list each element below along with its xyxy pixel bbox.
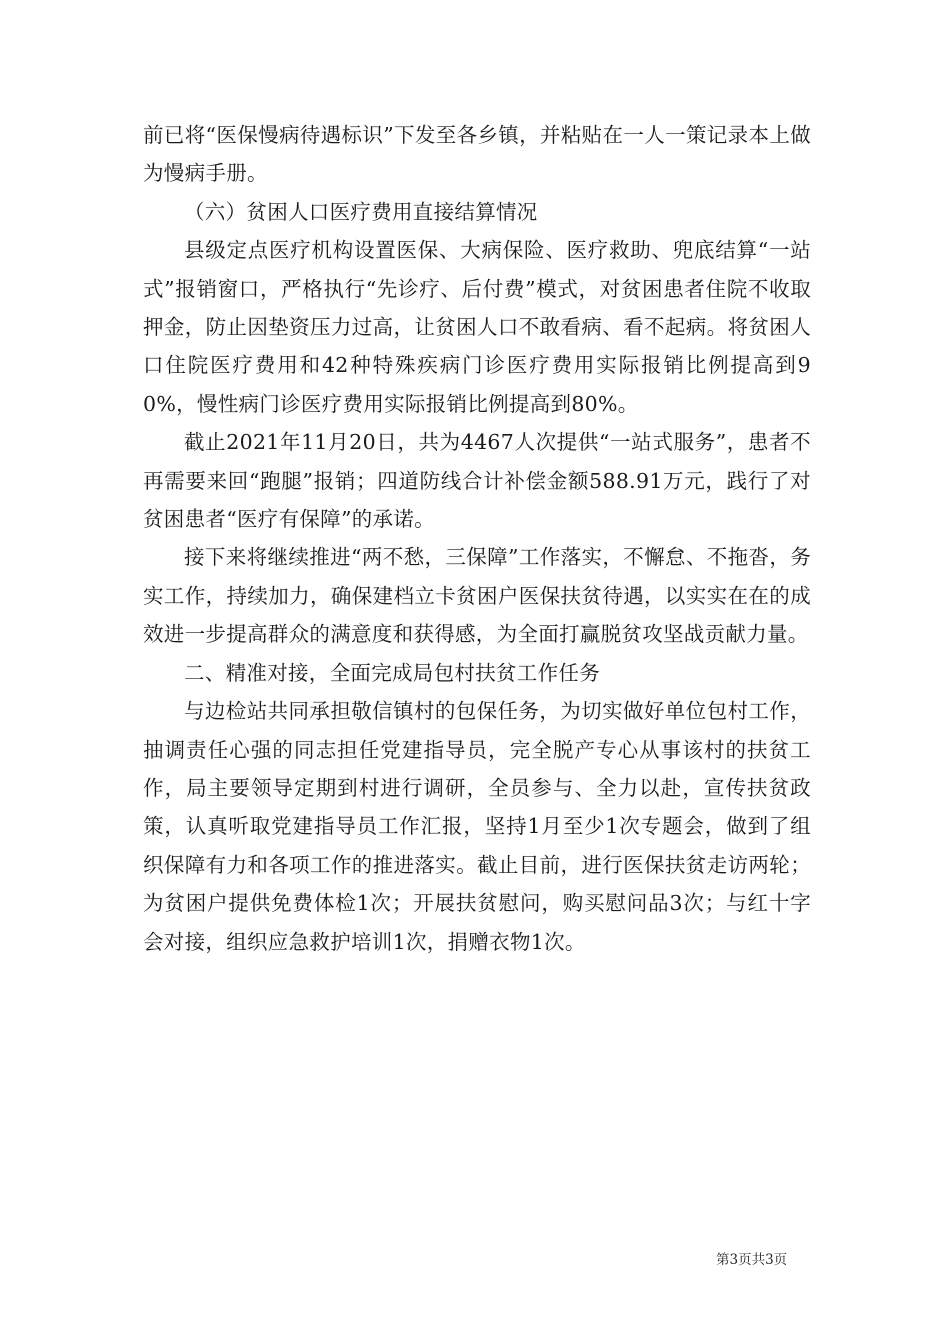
paragraph-continued: 前已将“医保慢病待遇标识”下发至各乡镇，并粘贴在一人一策记录本上做为慢病手册。 [143,123,811,186]
paragraph-settlement: 县级定点医疗机构设置医保、大病保险、医疗救助、兜底结算“一站式”报销窗口，严格执行“先诊疗、后付费”模式，对贫困患者住院不收取押金，防止因垫资压力过高，让贫困人口不敢看病、看不起病。将贫困人口住院医疗费用和42种特殊疾病门诊医疗费用实际报销比例提高到90%，慢性病门诊医疗费用实际报销比例提高到80%。 [143,238,811,416]
section-heading-six: （六）贫困人口医疗费用直接结算情况 [184,199,538,224]
page-number-footer: 第3页共3页 [716,1252,788,1268]
paragraph-next-steps: 接下来将继续推进“两不愁，三保障”工作落实，不懈怠、不拖沓，务实工作，持续加力，确保建档立卡贫困户医保扶贫待遇，以实实在在的成效进一步提高群众的满意度和获得感，为全面打赢脱贫攻坚战贡献力量。 [143,545,811,647]
section-heading-two: 二、精准对接，全面完成局包村扶贫工作任务 [184,660,600,685]
document-body [143,116,811,961]
paragraph-statistics: 截止2021年11月20日，共为4467人次提供“一站式服务”，患者不再需要来回“跑腿”报销；四道防线合计补偿金额588.91万元，践行了对贫困患者“医疗有保障”的承诺。 [143,430,811,532]
paragraph-village-work: 与边检站共同承担敬信镇村的包保任务，为切实做好单位包村工作，抽调责任心强的同志担任党建指导员，完全脱产专心从事该村的扶贫工作，局主要领导定期到村进行调研，全员参与、全力以赴，宣传扶贫政策，认真听取党建指导员工作汇报，坚持1月至少1次专题会，做到了组织保障有力和各项工作的推进落实。截止目前，进行医保扶贫走访两轮；为贫困户提供免费体检1次；开展扶贫慰问，购买慰问品3次；与红十字会对接，组织应急救护培训1次，捐赠衣物1次。 [143,699,811,954]
